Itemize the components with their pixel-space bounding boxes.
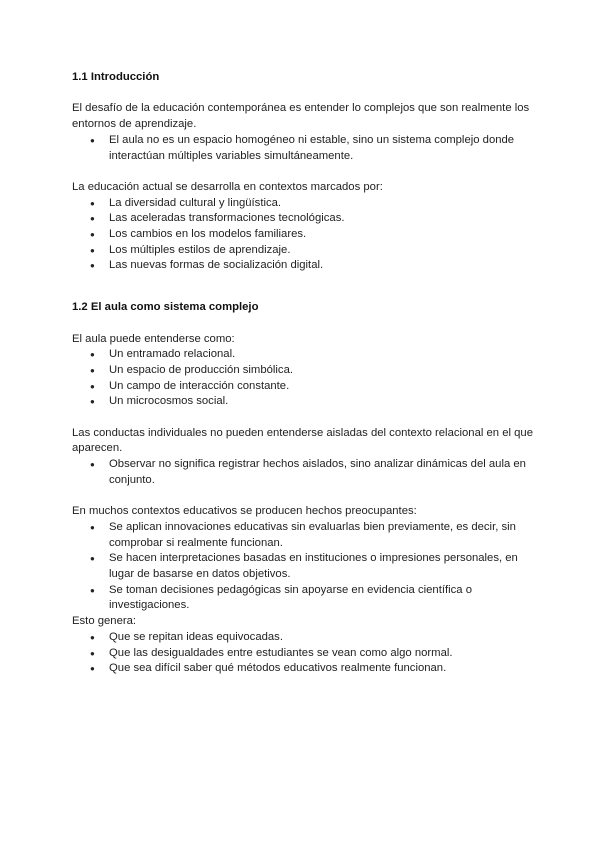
list-item: ● Se aplican innovaciones educativas sin evaluarlas bien previamente, es decir, sin comprobar si realmente funcionan. [72, 520, 542, 551]
list-item: ● Se toman decisiones pedagógicas sin apoyarse en evidencia científica o investigaciones. [72, 583, 542, 614]
list-item: ● Que las desigualdades entre estudiantes se vean como algo normal. [72, 646, 542, 662]
list-item: ● Un campo de interacción constante. [72, 379, 542, 395]
aula-paragraph-2: Las conductas individuales no pueden entenderse aisladas del contexto relacional en el que aparecen. [72, 426, 533, 455]
aula-bullet-list-1 [72, 347, 542, 410]
section-heading-intro: 1.1 Introducción [72, 71, 160, 83]
document-page [72, 70, 542, 677]
intro-bullet-list-1 [72, 133, 542, 164]
aula-paragraph-1: El aula puede entenderse como: [72, 332, 235, 345]
aula-paragraph-3: En muchos contextos educativos se producen hechos preocupantes: [72, 505, 417, 518]
intro-bullet-list-2 [72, 196, 542, 275]
intro-paragraph-1: El desafío de la educación contemporánea es entender lo complejos que son realmente los entornos de aprendizaje. [72, 102, 530, 131]
aula-bullet-list-4 [72, 630, 542, 677]
list-item: ● Se hacen interpretaciones basadas en instituciones o impresiones personales, en lugar de basarse en datos objetivos. [72, 551, 542, 582]
list-item: ● Un entramado relacional. [72, 347, 542, 363]
list-item: ● Las aceleradas transformaciones tecnológicas. [72, 211, 542, 227]
list-item: ● Que sea difícil saber qué métodos educativos realmente funcionan. [72, 661, 542, 677]
section-heading-aula: 1.2 El aula como sistema complejo [72, 301, 259, 314]
list-item: ● Un microcosmos social. [72, 394, 542, 410]
list-item: ● El aula no es un espacio homogéneo ni estable, sino un sistema complejo donde interactúan múltiples variables simultáneamente. [72, 133, 542, 164]
list-item: ● Los cambios en los modelos familiares. [72, 227, 542, 243]
list-item: ● Que se repitan ideas equivocadas. [72, 630, 542, 646]
aula-paragraph-4: Esto genera: [72, 615, 137, 628]
list-item: ● Un espacio de producción simbólica. [72, 363, 542, 379]
aula-bullet-list-2 [72, 457, 542, 488]
list-item: ● Las nuevas formas de socialización digital. [72, 258, 542, 274]
intro-paragraph-2: La educación actual se desarrolla en contextos marcados por: [72, 180, 383, 193]
list-item: ● Los múltiples estilos de aprendizaje. [72, 243, 542, 259]
list-item: ● La diversidad cultural y lingüística. [72, 196, 542, 212]
list-item: ● Observar no significa registrar hechos aislados, sino analizar dinámicas del aula en conjunto. [72, 457, 542, 488]
aula-bullet-list-3 [72, 520, 542, 614]
